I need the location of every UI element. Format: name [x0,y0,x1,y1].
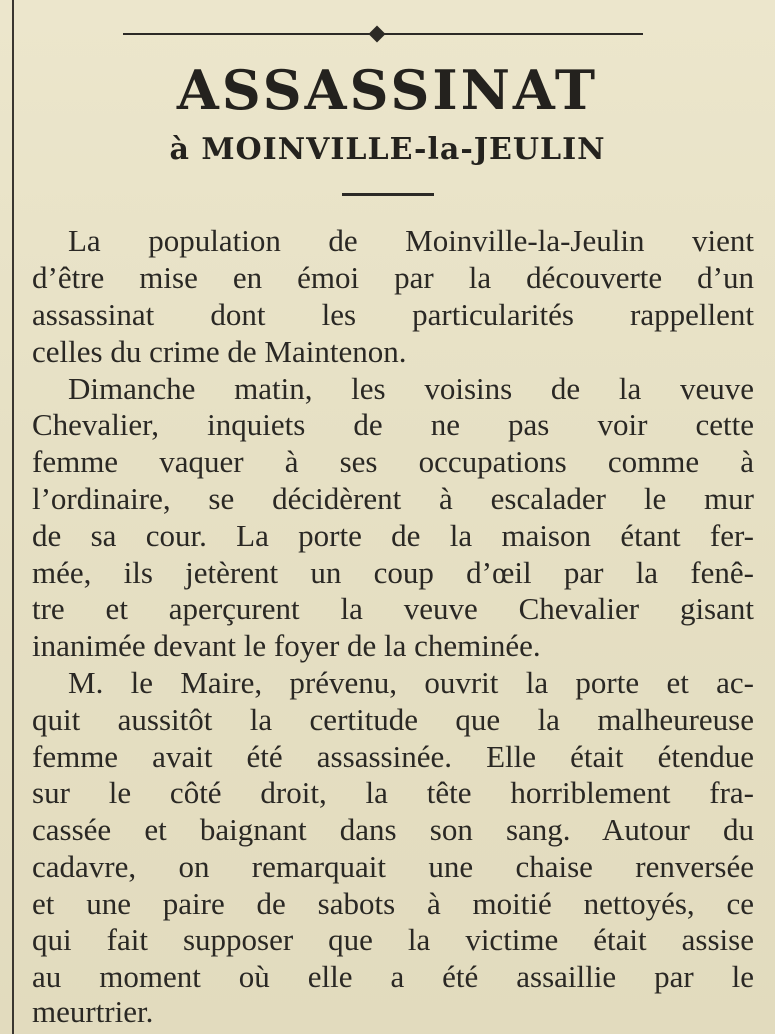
body-line: quit aussitôt la certitude que la malheureuse [32,702,754,737]
body-line: sur le côté droit, la tête horriblement fra- [32,775,754,810]
body-line: celles du crime de Maintenon. [32,334,407,369]
body-line: inanimée devant le foyer de la cheminée. [32,628,541,663]
body-line: femme avait été assassinée. Elle était étendue [32,739,754,774]
body-line: qui fait supposer que la victime était assise [32,922,754,957]
body-line: La population de Moinville-la-Jeulin vient [68,223,754,258]
body-line: meurtrier. [32,994,154,1029]
article-subhead: à MOINVILLE-la-JEULIN [169,132,606,167]
subhead-divider-rule [342,193,434,196]
body-line: d’être mise en émoi par la découverte d’un [32,260,754,295]
body-line: mée, ils jetèrent un coup d’œil par la fenê- [32,555,754,590]
divider-diamond-ornament [369,26,386,43]
body-line: M. le Maire, prévenu, ouvrit la porte et ac- [68,665,754,700]
body-line: assassinat dont les particularités rappellent [32,297,754,332]
body-line: Dimanche matin, les voisins de la veuve [68,371,754,406]
body-line: cassée et baignant dans son sang. Autour du [32,812,754,847]
body-line: femme vaquer à ses occupations comme à [32,444,754,479]
body-line: Chevalier, inquiets de ne pas voir cette [32,407,754,442]
body-line: l’ordinaire, se décidèrent à escalader le mur [32,481,754,516]
body-line: au moment où elle a été assaillie par le [32,959,754,994]
body-line: cadavre, on remarquait une chaise renversée [32,849,754,884]
article-headline: ASSASSINAT [176,58,599,122]
body-line: tre et aperçurent la veuve Chevalier gisant [32,591,754,626]
body-line: de sa cour. La porte de la maison étant fer- [32,518,754,553]
body-line: et une paire de sabots à moitié nettoyés, ce [32,886,754,921]
